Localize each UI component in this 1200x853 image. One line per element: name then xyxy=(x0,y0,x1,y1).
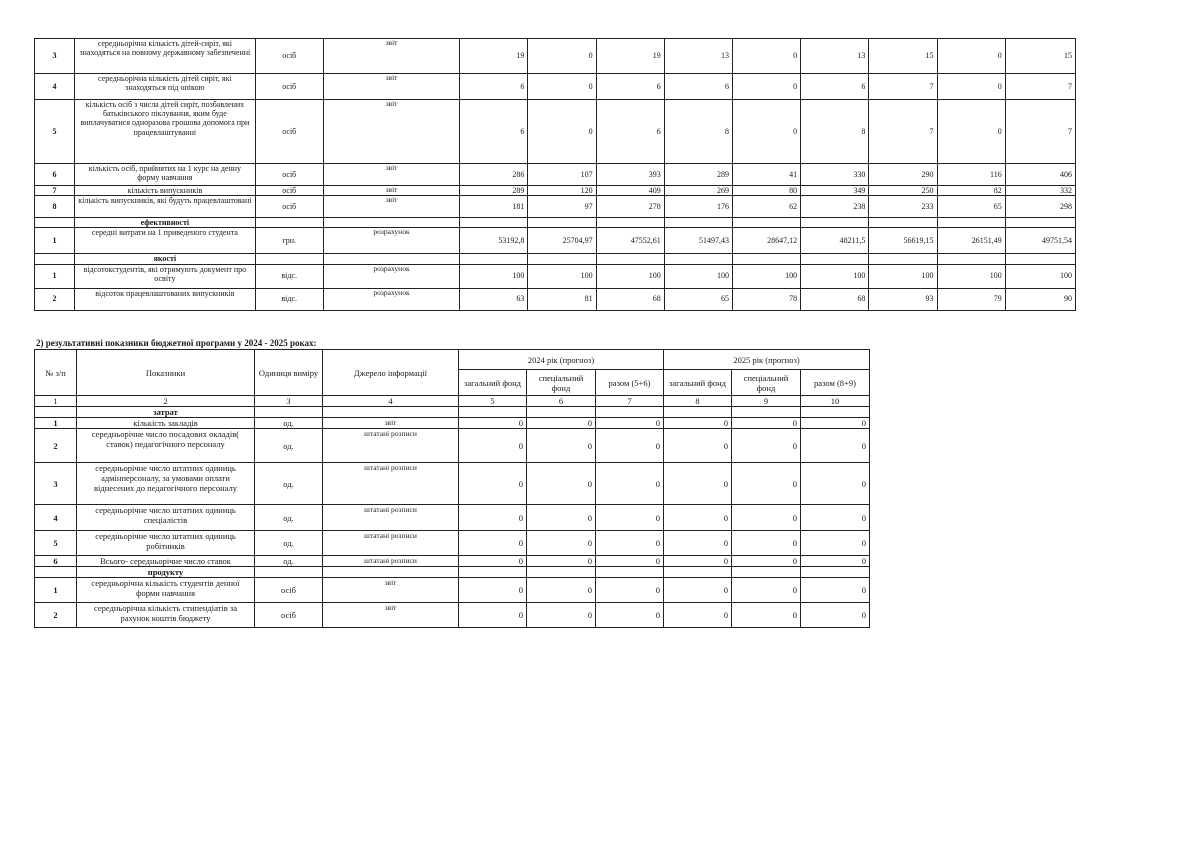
value-cell: 0 xyxy=(459,418,527,429)
value-cell: 0 xyxy=(527,418,596,429)
value-cell: 6 xyxy=(596,100,664,164)
unit-cell: од. xyxy=(255,556,323,567)
value-cell: 100 xyxy=(801,264,869,288)
indicators-table-body xyxy=(35,39,1076,311)
empty-cell xyxy=(255,218,323,228)
row-number: 5 xyxy=(35,531,77,556)
value-cell: 62 xyxy=(732,196,800,218)
value-cell: 25704,97 xyxy=(528,228,596,254)
value-cell: 289 xyxy=(664,164,732,186)
value-cell: 0 xyxy=(732,463,801,505)
table-row xyxy=(35,603,870,628)
value-cell: 0 xyxy=(937,39,1005,74)
value-cell: 269 xyxy=(664,186,732,196)
value-cell: 0 xyxy=(801,556,870,567)
value-cell: 28647,12 xyxy=(732,228,800,254)
value-cell: 100 xyxy=(937,264,1005,288)
value-cell: 409 xyxy=(596,186,664,196)
value-cell: 0 xyxy=(528,74,596,100)
value-cell: 0 xyxy=(732,531,801,556)
value-cell: 0 xyxy=(527,531,596,556)
source-cell: звіт xyxy=(323,164,459,186)
indicator-name: середньорічна кількість студентів денної форми навчання xyxy=(77,578,255,603)
value-cell: 0 xyxy=(664,505,732,531)
value-cell: 0 xyxy=(459,556,527,567)
empty-cell xyxy=(255,254,323,264)
header-total-2024: разом (5+6) xyxy=(596,370,664,396)
value-cell: 0 xyxy=(596,578,664,603)
source-cell: звіт xyxy=(323,578,459,603)
empty-cell xyxy=(460,218,528,228)
value-cell: 65 xyxy=(937,196,1005,218)
value-cell: 0 xyxy=(732,100,800,164)
value-cell: 100 xyxy=(869,264,937,288)
table-row xyxy=(35,463,870,505)
table-row xyxy=(35,39,1076,74)
empty-cell xyxy=(732,254,800,264)
indicator-name: середньорічна кількість дітей сиріт, які знаходяться під опікою xyxy=(75,74,256,100)
unit-cell: од. xyxy=(255,418,323,429)
indicator-name: відсотокстудентів, які отримують документ про освіту xyxy=(75,264,256,288)
source-cell: звіт xyxy=(323,186,459,196)
table-row xyxy=(35,429,870,463)
value-cell: 47552,61 xyxy=(596,228,664,254)
value-cell: 0 xyxy=(801,603,870,628)
row-number: 3 xyxy=(35,39,75,74)
value-cell: 81 xyxy=(528,288,596,310)
indicator-name: середньорічна кількість стипендіатів за рахунок коштів бюджету xyxy=(77,603,255,628)
value-cell: 6 xyxy=(460,100,528,164)
value-cell: 0 xyxy=(528,39,596,74)
source-cell: штатані розписи xyxy=(323,463,459,505)
row-number: 1 xyxy=(35,578,77,603)
table-row xyxy=(35,164,1076,186)
row-number: 2 xyxy=(35,288,75,310)
value-cell: 6 xyxy=(596,74,664,100)
value-cell: 0 xyxy=(732,603,801,628)
col-number: 8 xyxy=(664,396,732,407)
source-cell: розрахунок xyxy=(323,288,459,310)
value-cell: 100 xyxy=(732,264,800,288)
empty-cell xyxy=(323,407,459,418)
value-cell: 0 xyxy=(732,505,801,531)
value-cell: 13 xyxy=(801,39,869,74)
value-cell: 0 xyxy=(732,418,801,429)
source-cell: звіт xyxy=(323,196,459,218)
unit-cell: осіб xyxy=(255,186,323,196)
empty-cell xyxy=(527,567,596,578)
value-cell: 0 xyxy=(732,74,800,100)
col-number: 1 xyxy=(35,396,77,407)
value-cell: 0 xyxy=(801,418,870,429)
indicator-name: середньорічне число штатних одиниць спеціалістів xyxy=(77,505,255,531)
value-cell: 0 xyxy=(664,578,732,603)
forecast-indicators-table xyxy=(34,349,870,628)
source-cell: штатані розписи xyxy=(323,531,459,556)
value-cell: 19 xyxy=(460,39,528,74)
unit-cell: од. xyxy=(255,429,323,463)
header-general-2025: загальний фонд xyxy=(664,370,732,396)
table-row xyxy=(35,578,870,603)
empty-cell xyxy=(937,218,1005,228)
value-cell: 0 xyxy=(664,463,732,505)
empty-cell xyxy=(937,254,1005,264)
value-cell: 93 xyxy=(869,288,937,310)
value-cell: 278 xyxy=(596,196,664,218)
empty-cell xyxy=(732,218,800,228)
section-spacer xyxy=(35,407,77,418)
unit-cell: відс. xyxy=(255,288,323,310)
value-cell: 68 xyxy=(596,288,664,310)
header-unit: Одиниця виміру xyxy=(255,350,323,396)
value-cell: 116 xyxy=(937,164,1005,186)
section-row xyxy=(35,567,870,578)
row-number: 4 xyxy=(35,74,75,100)
value-cell: 100 xyxy=(664,264,732,288)
col-number: 10 xyxy=(801,396,870,407)
value-cell: 332 xyxy=(1005,186,1075,196)
source-cell: розрахунок xyxy=(323,228,459,254)
value-cell: 82 xyxy=(937,186,1005,196)
source-cell: звіт xyxy=(323,418,459,429)
source-cell: штатані розписи xyxy=(323,429,459,463)
col-number: 5 xyxy=(459,396,527,407)
indicator-name: середні витрати на 1 приведеного студента xyxy=(75,228,256,254)
empty-cell xyxy=(801,407,870,418)
empty-cell xyxy=(459,407,527,418)
table-row xyxy=(35,264,1076,288)
header-indicators: Показники xyxy=(77,350,255,396)
source-cell: штатані розписи xyxy=(323,505,459,531)
indicator-name: середньорічне число посадових окладів( ставок) педагогічного персоналу xyxy=(77,429,255,463)
empty-cell xyxy=(596,218,664,228)
unit-cell: осіб xyxy=(255,196,323,218)
empty-cell xyxy=(1005,254,1075,264)
section-label: затрат xyxy=(77,407,255,418)
value-cell: 0 xyxy=(527,463,596,505)
value-cell: 0 xyxy=(801,578,870,603)
unit-cell: осіб xyxy=(255,100,323,164)
indicator-name: кількість випускників xyxy=(75,186,256,196)
empty-cell xyxy=(664,407,732,418)
value-cell: 0 xyxy=(459,463,527,505)
value-cell: 100 xyxy=(596,264,664,288)
value-cell: 26151,49 xyxy=(937,228,1005,254)
value-cell: 6 xyxy=(460,74,528,100)
source-cell: розрахунок xyxy=(323,264,459,288)
value-cell: 0 xyxy=(528,100,596,164)
col-number: 9 xyxy=(732,396,801,407)
value-cell: 56619,15 xyxy=(869,228,937,254)
header-row-top xyxy=(35,350,870,370)
row-number: 7 xyxy=(35,186,75,196)
unit-cell: відс. xyxy=(255,264,323,288)
table-row xyxy=(35,505,870,531)
empty-cell xyxy=(801,254,869,264)
value-cell: 0 xyxy=(664,556,732,567)
col-number: 4 xyxy=(323,396,459,407)
row-number: 1 xyxy=(35,228,75,254)
unit-cell: од. xyxy=(255,463,323,505)
value-cell: 0 xyxy=(596,603,664,628)
value-cell: 120 xyxy=(528,186,596,196)
value-cell: 406 xyxy=(1005,164,1075,186)
value-cell: 107 xyxy=(528,164,596,186)
value-cell: 349 xyxy=(801,186,869,196)
empty-cell xyxy=(528,218,596,228)
header-num: № з/п xyxy=(35,350,77,396)
value-cell: 330 xyxy=(801,164,869,186)
value-cell: 6 xyxy=(664,74,732,100)
value-cell: 0 xyxy=(596,531,664,556)
value-cell: 6 xyxy=(801,74,869,100)
indicator-name: кількість випускників, які будуть працевлаштовані xyxy=(75,196,256,218)
header-year-2024: 2024 рік (прогноз) xyxy=(459,350,664,370)
value-cell: 0 xyxy=(732,578,801,603)
row-number: 6 xyxy=(35,556,77,567)
table-caption: 2) результативні показники бюджетної програми у 2024 - 2025 роках: xyxy=(36,338,317,348)
value-cell: 0 xyxy=(732,556,801,567)
table-row xyxy=(35,531,870,556)
row-number: 3 xyxy=(35,463,77,505)
value-cell: 0 xyxy=(664,603,732,628)
row-number: 6 xyxy=(35,164,75,186)
indicator-name: кількість закладів xyxy=(77,418,255,429)
table-row xyxy=(35,288,1076,310)
value-cell: 7 xyxy=(869,100,937,164)
unit-cell: осіб xyxy=(255,603,323,628)
table-row xyxy=(35,418,870,429)
header-total-2025: разом (8+9) xyxy=(801,370,870,396)
value-cell: 0 xyxy=(801,531,870,556)
value-cell: 0 xyxy=(937,100,1005,164)
value-cell: 0 xyxy=(527,429,596,463)
empty-cell xyxy=(801,218,869,228)
value-cell: 0 xyxy=(459,505,527,531)
value-cell: 7 xyxy=(1005,100,1075,164)
value-cell: 100 xyxy=(1005,264,1075,288)
value-cell: 49751,54 xyxy=(1005,228,1075,254)
value-cell: 51497,43 xyxy=(664,228,732,254)
value-cell: 393 xyxy=(596,164,664,186)
source-cell: звіт xyxy=(323,39,459,74)
source-cell: звіт xyxy=(323,100,459,164)
value-cell: 15 xyxy=(1005,39,1075,74)
value-cell: 238 xyxy=(801,196,869,218)
indicator-name: середньорічне число штатних одиниць робітників xyxy=(77,531,255,556)
value-cell: 0 xyxy=(459,578,527,603)
row-number: 2 xyxy=(35,603,77,628)
indicator-name: Всього- середньорічне число ставок xyxy=(77,556,255,567)
empty-cell xyxy=(323,254,459,264)
col-number: 7 xyxy=(596,396,664,407)
value-cell: 63 xyxy=(460,288,528,310)
value-cell: 13 xyxy=(664,39,732,74)
value-cell: 78 xyxy=(732,288,800,310)
table-row xyxy=(35,186,1076,196)
value-cell: 176 xyxy=(664,196,732,218)
value-cell: 0 xyxy=(527,578,596,603)
value-cell: 0 xyxy=(801,505,870,531)
unit-cell: грн. xyxy=(255,228,323,254)
column-number-row xyxy=(35,396,870,407)
value-cell: 0 xyxy=(801,429,870,463)
section-spacer xyxy=(35,567,77,578)
value-cell: 250 xyxy=(869,186,937,196)
value-cell: 97 xyxy=(528,196,596,218)
value-cell: 0 xyxy=(527,505,596,531)
section-row xyxy=(35,218,1076,228)
value-cell: 53192,8 xyxy=(460,228,528,254)
empty-cell xyxy=(460,254,528,264)
source-cell: штатані розписи xyxy=(323,556,459,567)
value-cell: 7 xyxy=(1005,74,1075,100)
header-special-2025: спеціальний фонд xyxy=(732,370,801,396)
empty-cell xyxy=(869,254,937,264)
empty-cell xyxy=(527,407,596,418)
value-cell: 48211,5 xyxy=(801,228,869,254)
section-row xyxy=(35,407,870,418)
unit-cell: од. xyxy=(255,505,323,531)
unit-cell: осіб xyxy=(255,578,323,603)
empty-cell xyxy=(869,218,937,228)
empty-cell xyxy=(323,218,459,228)
value-cell: 286 xyxy=(460,164,528,186)
empty-cell xyxy=(664,218,732,228)
unit-cell: од. xyxy=(255,531,323,556)
empty-cell xyxy=(596,254,664,264)
value-cell: 0 xyxy=(732,429,801,463)
empty-cell xyxy=(596,407,664,418)
value-cell: 15 xyxy=(869,39,937,74)
value-cell: 65 xyxy=(664,288,732,310)
value-cell: 289 xyxy=(460,186,528,196)
value-cell: 0 xyxy=(459,603,527,628)
source-cell: звіт xyxy=(323,603,459,628)
table-row xyxy=(35,196,1076,218)
value-cell: 0 xyxy=(732,39,800,74)
header-source: Джерело інформації xyxy=(323,350,459,396)
row-number: 1 xyxy=(35,418,77,429)
value-cell: 0 xyxy=(664,429,732,463)
col-number: 6 xyxy=(527,396,596,407)
value-cell: 68 xyxy=(801,288,869,310)
row-number: 8 xyxy=(35,196,75,218)
value-cell: 0 xyxy=(664,531,732,556)
indicators-table-continued xyxy=(34,38,1076,311)
value-cell: 100 xyxy=(460,264,528,288)
value-cell: 0 xyxy=(801,463,870,505)
table-row xyxy=(35,556,870,567)
value-cell: 0 xyxy=(596,429,664,463)
value-cell: 0 xyxy=(937,74,1005,100)
header-year-2025: 2025 рік (прогноз) xyxy=(664,350,870,370)
row-number: 1 xyxy=(35,264,75,288)
value-cell: 41 xyxy=(732,164,800,186)
value-cell: 0 xyxy=(596,505,664,531)
value-cell: 79 xyxy=(937,288,1005,310)
section-row xyxy=(35,254,1076,264)
section-spacer xyxy=(35,218,75,228)
indicator-name: середньорічне число штатних одиниць адмінперсоналу, за умовами оплати віднесених до педагогічного персоналу xyxy=(77,463,255,505)
table-row xyxy=(35,100,1076,164)
col-number: 3 xyxy=(255,396,323,407)
source-cell: звіт xyxy=(323,74,459,100)
section-label: ефективності xyxy=(75,218,256,228)
value-cell: 8 xyxy=(664,100,732,164)
value-cell: 8 xyxy=(801,100,869,164)
value-cell: 181 xyxy=(460,196,528,218)
section-label: продукту xyxy=(77,567,255,578)
row-number: 2 xyxy=(35,429,77,463)
value-cell: 0 xyxy=(527,556,596,567)
section-spacer xyxy=(35,254,75,264)
value-cell: 19 xyxy=(596,39,664,74)
empty-cell xyxy=(801,567,870,578)
unit-cell: осіб xyxy=(255,74,323,100)
empty-cell xyxy=(528,254,596,264)
value-cell: 0 xyxy=(596,556,664,567)
empty-cell xyxy=(459,567,527,578)
col-number: 2 xyxy=(77,396,255,407)
empty-cell xyxy=(1005,218,1075,228)
indicator-name: кількість осіб з числа дітей сиріт, позбавлених батьківського піклування, яким буде виплачуватися одноразова грошова допомога при працевлаштуванні xyxy=(75,100,256,164)
value-cell: 7 xyxy=(869,74,937,100)
indicator-name: відсоток працевлаштованих випускників xyxy=(75,288,256,310)
header-general-2024: загальний фонд xyxy=(459,370,527,396)
row-number: 4 xyxy=(35,505,77,531)
unit-cell: осіб xyxy=(255,39,323,74)
value-cell: 233 xyxy=(869,196,937,218)
indicator-name: середньорічна кількість дітей-сиріт, які знаходяться на повному державному забезпеченні xyxy=(75,39,256,74)
section-label: якості xyxy=(75,254,256,264)
empty-cell xyxy=(664,567,732,578)
empty-cell xyxy=(664,254,732,264)
forecast-table-body xyxy=(35,407,870,628)
unit-cell: осіб xyxy=(255,164,323,186)
value-cell: 0 xyxy=(527,603,596,628)
value-cell: 290 xyxy=(869,164,937,186)
value-cell: 90 xyxy=(1005,288,1075,310)
value-cell: 298 xyxy=(1005,196,1075,218)
value-cell: 100 xyxy=(528,264,596,288)
empty-cell xyxy=(255,407,323,418)
value-cell: 0 xyxy=(664,418,732,429)
value-cell: 0 xyxy=(596,418,664,429)
empty-cell xyxy=(732,567,801,578)
value-cell: 0 xyxy=(459,531,527,556)
value-cell: 80 xyxy=(732,186,800,196)
indicator-name: кількість осіб, прийнятих на 1 курс на денну форму навчання xyxy=(75,164,256,186)
empty-cell xyxy=(732,407,801,418)
table-row xyxy=(35,74,1076,100)
header-special-2024: спеціальний фонд xyxy=(527,370,596,396)
row-number: 5 xyxy=(35,100,75,164)
empty-cell xyxy=(323,567,459,578)
value-cell: 0 xyxy=(596,463,664,505)
table-row xyxy=(35,228,1076,254)
value-cell: 0 xyxy=(459,429,527,463)
empty-cell xyxy=(255,567,323,578)
empty-cell xyxy=(596,567,664,578)
